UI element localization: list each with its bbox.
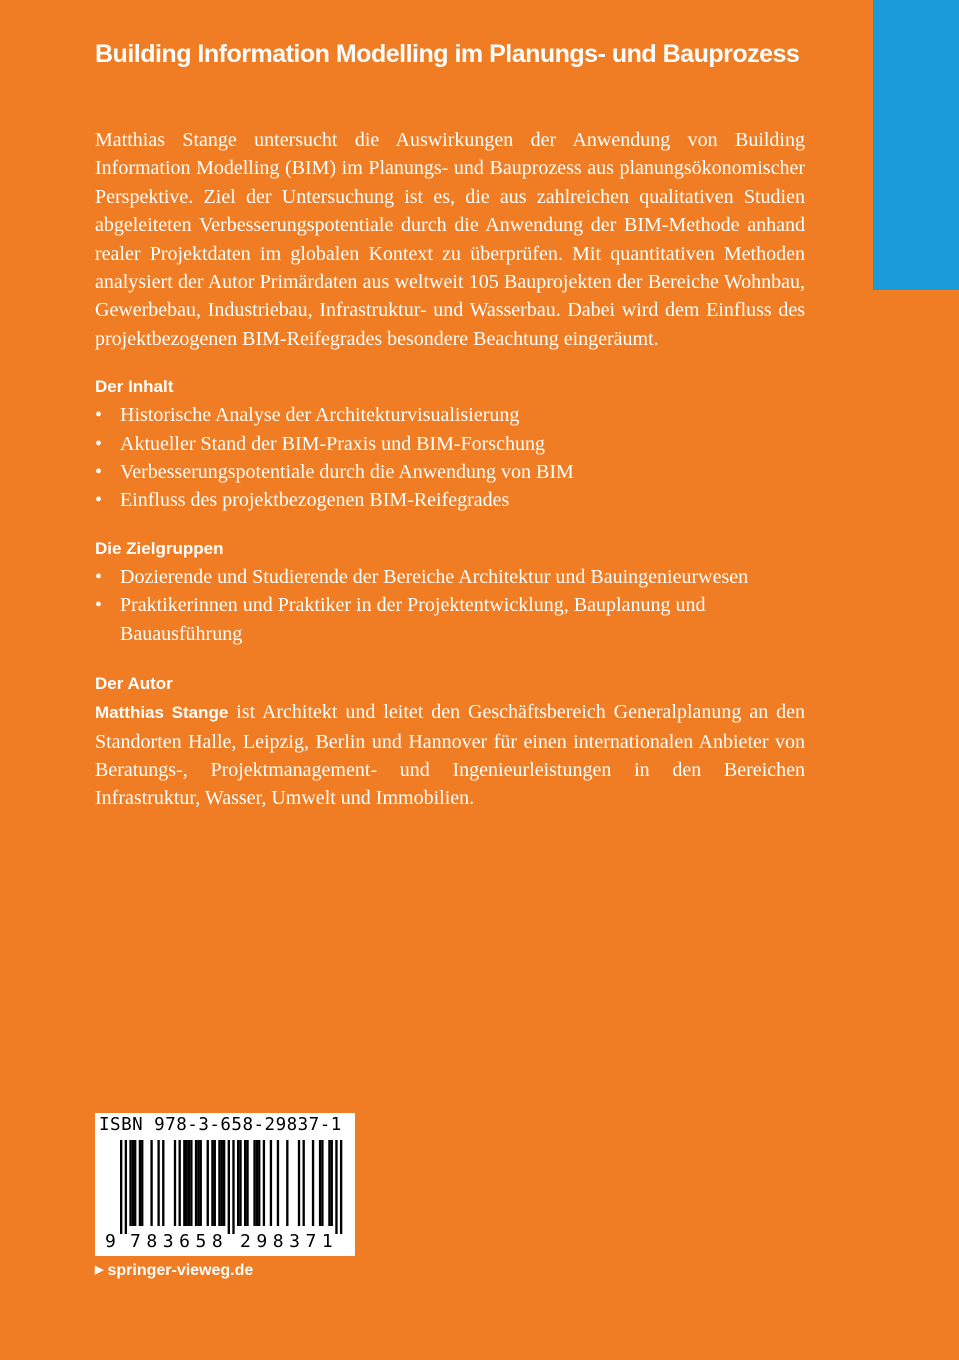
barcode-digit: 6 <box>179 1231 190 1252</box>
barcode-bar <box>218 1140 220 1226</box>
barcode-bar <box>207 1140 209 1226</box>
bullet-dot-icon: • <box>95 461 103 484</box>
cover-text <box>95 126 805 813</box>
section-autor <box>95 670 805 813</box>
barcode-digit: 3 <box>289 1231 300 1252</box>
barcode-bar <box>298 1140 300 1226</box>
barcode-digit: 9 <box>105 1231 116 1252</box>
barcode-bar <box>319 1140 321 1226</box>
list-item: • Dozierende und Studierende der Bereiche Architektur und Bauingenieurwesen <box>95 563 805 591</box>
bullet-dot-icon: • <box>95 432 103 455</box>
barcode-bar <box>190 1140 192 1226</box>
barcode-digit: 8 <box>272 1231 284 1252</box>
book-title: Building Information Modelling im Planungs- und Bauprozess <box>95 40 800 68</box>
barcode-digit: 7 <box>130 1231 141 1252</box>
barcode-guard-bar <box>120 1140 122 1234</box>
barcode-bar <box>186 1140 188 1226</box>
barcode-bar <box>197 1140 199 1226</box>
triangle-right-icon: ▶ <box>95 1264 104 1276</box>
barcode-guard-bar <box>335 1140 337 1234</box>
list-item: • Praktikerinnen und Praktiker in der Projektentwicklung, Bauplanung und Bauausführung <box>95 591 805 648</box>
barcode-bar <box>174 1140 176 1226</box>
barcode-bar <box>183 1140 185 1226</box>
barcode-bar <box>246 1140 248 1226</box>
barcode-bar <box>179 1140 181 1226</box>
bullet-dot-icon: • <box>95 489 103 512</box>
section-zielgruppen <box>95 535 805 648</box>
section-heading: Der Autor <box>95 674 173 694</box>
bullet-dot-icon: • <box>95 594 103 617</box>
barcode-digit: 2 <box>240 1231 251 1252</box>
barcode-guard-bar <box>232 1140 234 1234</box>
barcode-bar <box>321 1140 323 1226</box>
barcode-digit: 3 <box>162 1231 174 1252</box>
barcode-bar <box>150 1140 152 1226</box>
barcode-digits <box>95 1231 355 1255</box>
barcode-bar <box>331 1140 333 1226</box>
barcode-digit: 5 <box>195 1231 207 1252</box>
barcode-bar <box>270 1140 272 1226</box>
barcode-bar <box>256 1140 258 1226</box>
author-paragraph <box>95 698 805 813</box>
author-bio: ist Architekt und leitet den Geschäftsbereich Generalplanung an den Standorten Halle, Leipzig, Berlin und Hannover für einen internationalen Anbieter von Beratungs-, Projektmanagement- und Ingenieurleistungen in den Bereichen Infrastruktur, Wasser, Umwelt und Immobilien. <box>95 701 806 810</box>
barcode-guard-bar <box>228 1140 230 1234</box>
barcode-bar <box>258 1140 260 1226</box>
barcode-bar <box>139 1140 141 1226</box>
barcode-bar <box>328 1140 330 1226</box>
barcode-bar <box>221 1140 223 1226</box>
list-item: • Aktueller Stand der BIM-Praxis und BIM-Forschung <box>95 430 805 458</box>
barcode-bar <box>263 1140 265 1226</box>
author-name: Matthias Stange <box>95 703 229 723</box>
isbn-label: ISBN 978-3-658-29837-1 <box>99 1115 342 1135</box>
barcode-bar <box>223 1140 225 1226</box>
barcode-bar <box>134 1140 136 1226</box>
barcode-bar <box>129 1140 131 1226</box>
bullet-dot-icon: • <box>95 404 103 427</box>
barcode-bar <box>277 1140 279 1226</box>
list-item: • Historische Analyse der Architekturvisualisierung <box>95 401 805 429</box>
barcode-bar <box>286 1140 288 1226</box>
barcode-bar <box>312 1140 314 1226</box>
barcode-bar <box>214 1140 216 1226</box>
barcode-digit: 9 <box>256 1231 268 1252</box>
list-item: • Verbesserungspotentiale durch die Anwendung von BIM <box>95 458 805 486</box>
intro-paragraph: Matthias Stange untersucht die Auswirkungen der Anwendung von Building Information Modelling (BIM) im Planungs- und Bauprozess aus planungsökonomischer Perspektive. Ziel der Untersuchung ist es, die aus zahlreichen qualitativen Studien abgeleiteten Verbesserungspotentiale durch die Anwendung der BIM-Methode anhand realer Projektdaten im globalen Kontext zu überprüfen. Mit quantitativen Methoden analysiert der Autor Primärdaten aus weltweit 105 Bauprojekten der Bereiche Wohnbau, Gewerbebau, Industriebau, Infrastruktur- und Wasserbau. Dabei wird dem Einfluss des projektbezogenen BIM-Reifegrades besondere Beachtung eingeräumt. <box>95 129 805 350</box>
barcode-bar <box>157 1140 159 1226</box>
barcode-digit: 7 <box>305 1231 317 1252</box>
barcode-digit: 8 <box>146 1231 158 1252</box>
blue-accent-tab <box>873 0 959 290</box>
barcode-digit: 1 <box>321 1231 333 1252</box>
bullet-dot-icon: • <box>95 565 103 588</box>
barcode-bar <box>303 1140 305 1226</box>
barcode-bar <box>141 1140 143 1226</box>
section-heading: Der Inhalt <box>95 377 174 397</box>
barcode-bar <box>239 1140 241 1226</box>
barcode-bar <box>211 1140 213 1226</box>
barcode-bar <box>244 1140 246 1226</box>
zielgruppen-list <box>95 563 805 648</box>
barcode-digit: 8 <box>211 1231 223 1252</box>
section-inhalt <box>95 373 805 515</box>
barcode-bar <box>188 1140 190 1226</box>
barcode-bars <box>95 1140 355 1234</box>
barcode-bar <box>200 1140 202 1226</box>
barcode-guard-bar <box>340 1140 342 1234</box>
publisher-url: springer-vieweg.de <box>107 1262 254 1279</box>
barcode-guard-bar <box>125 1140 127 1234</box>
section-heading: Die Zielgruppen <box>95 538 224 558</box>
barcode-bar <box>162 1140 164 1226</box>
list-item: • Einfluss des projektbezogenen BIM-Reifegrades <box>95 486 805 514</box>
inhalt-list <box>95 401 805 515</box>
barcode-bar <box>195 1140 197 1226</box>
publisher-link[interactable] <box>95 1262 253 1280</box>
isbn-barcode <box>95 1113 355 1256</box>
barcode-bar <box>132 1140 134 1226</box>
barcode-bar <box>253 1140 255 1226</box>
barcode-bar <box>237 1140 239 1226</box>
